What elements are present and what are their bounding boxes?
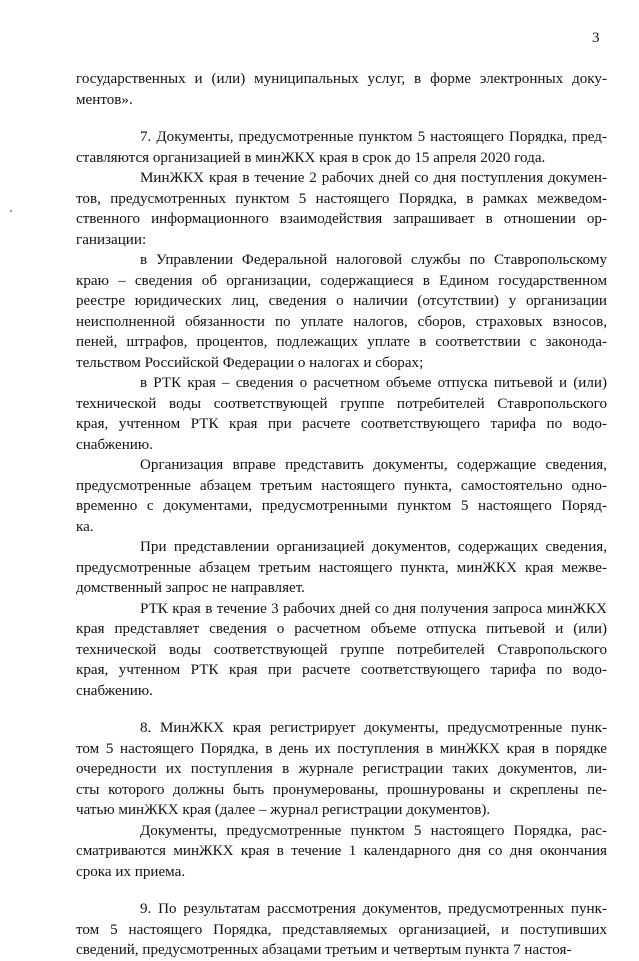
text-line: чатью минЖКХ края (далее – журнал регистрации документов). — [76, 802, 491, 818]
text-line: домственный запрос не направляет. — [76, 580, 305, 596]
text-line: ственного информационного взаимодействия запрашивает в отношении ор- — [76, 211, 607, 227]
paragraph — [76, 537, 607, 599]
paragraph — [76, 718, 607, 821]
scan-speck — [10, 210, 12, 212]
paragraph — [76, 455, 607, 537]
text-line: сматриваются минЖКХ края в течение 1 календарного дня со дня окончания — [76, 843, 607, 859]
paragraph — [76, 69, 607, 110]
text-line: края, учтенном РТК края при расчете соответствующего тарифа по водо- — [76, 662, 607, 678]
text-line: тельством Российской Федерации о налогах и сборах; — [76, 354, 424, 371]
paragraph-gap — [76, 882, 607, 899]
text-line: снабжению. — [76, 682, 153, 699]
text-line: 9. По результатам рассмотрения документов, предусмотренных пунк- — [140, 901, 607, 917]
text-line: неисполненной обязанности по уплате налогов, сборов, страховых взносов, — [76, 313, 607, 330]
paragraph — [76, 250, 607, 373]
text-line: очередности их поступления в журнале регистрации таких документов, ли- — [76, 761, 607, 777]
text-line: реестре юридических лиц, сведения о наличии (отсутствии) у организации — [76, 293, 607, 309]
text-line: снабжению. — [76, 436, 153, 453]
text-line: предусмотренные абзацем третьим настоящего пункта, минЖКХ края межве- — [76, 559, 607, 576]
paragraph — [76, 168, 607, 250]
text-line: Организация вправе представить документы, содержащие сведения, — [140, 457, 607, 473]
text-line: тов, предусмотренных пунктом 5 настоящего Порядка, в рамках межведом- — [76, 190, 607, 207]
text-line: сведений, предусмотренных абзацами третьим и четвертым пункта 7 настоя- — [76, 942, 572, 958]
text-line: пеней, штрафов, процентов, подлежащих уплате в соответствии с законода- — [76, 334, 607, 350]
text-line: том 5 настоящего Порядка, в день их поступления в минЖКХ края в порядке — [76, 740, 607, 757]
paragraph — [76, 127, 607, 168]
text-line: в Управлении Федеральной налоговой службы по Ставропольскому — [140, 252, 607, 268]
text-line: При представлении организацией документов, содержащих сведения, — [140, 539, 607, 555]
text-line: срока их приема. — [76, 863, 186, 880]
document-body — [76, 69, 607, 961]
paragraph-gap — [76, 110, 607, 127]
text-line: ставляются организацией в минЖКХ края в срок до 15 апреля 2020 года. — [76, 149, 546, 166]
text-line: сты которого должны быть пронумерованы, прошнурованы и скреплены пе- — [76, 781, 607, 798]
text-line: том 5 настоящего Порядка, представляемых организацией, и поступивших — [76, 921, 607, 938]
paragraph — [76, 821, 607, 883]
paragraph-gap — [76, 701, 607, 718]
text-line: ментов». — [76, 91, 133, 108]
text-line: в РТК края – сведения о расчетном объеме отпуска питьевой и (или) — [140, 375, 607, 391]
text-line: РТК края в течение 3 рабочих дней со дня получения запроса минЖКХ — [140, 600, 607, 617]
paragraph — [76, 373, 607, 455]
text-line: государственных и (или) муниципальных услуг, в форме электронных доку- — [76, 71, 607, 87]
text-line: края, учтенном РТК края при расчете соответствующего тарифа по водо- — [76, 416, 607, 432]
text-line: краю – сведения об организации, содержащиеся в Едином государственном — [76, 272, 607, 289]
text-line: МинЖКХ края в течение 2 рабочих дней со дня поступления докумен- — [140, 170, 607, 186]
paragraph — [76, 899, 607, 961]
text-line: временно с документами, предусмотренными пунктом 5 настоящего Поряд- — [76, 498, 607, 514]
text-line: технической воды соответствующей группе потребителей Ставропольского — [76, 641, 607, 658]
text-line: 8. МинЖКХ края регистрирует документы, предусмотренные пунк- — [140, 720, 607, 736]
page-number: 3 — [592, 30, 600, 46]
text-line: ганизации: — [76, 231, 147, 248]
text-line: ка. — [76, 518, 94, 535]
text-line: технической воды соответствующей группе потребителей Ставропольского — [76, 395, 607, 412]
text-line: края представляет сведения о расчетном объеме отпуска питьевой и (или) — [76, 621, 607, 637]
paragraph — [76, 599, 607, 702]
text-line: Документы, предусмотренные пунктом 5 настоящего Порядка, рас- — [140, 822, 607, 839]
text-line: 7. Документы, предусмотренные пунктом 5 настоящего Порядка, пред- — [140, 129, 607, 145]
text-line: предусмотренные абзацем третьим настоящего пункта, самостоятельно одно- — [76, 477, 607, 494]
